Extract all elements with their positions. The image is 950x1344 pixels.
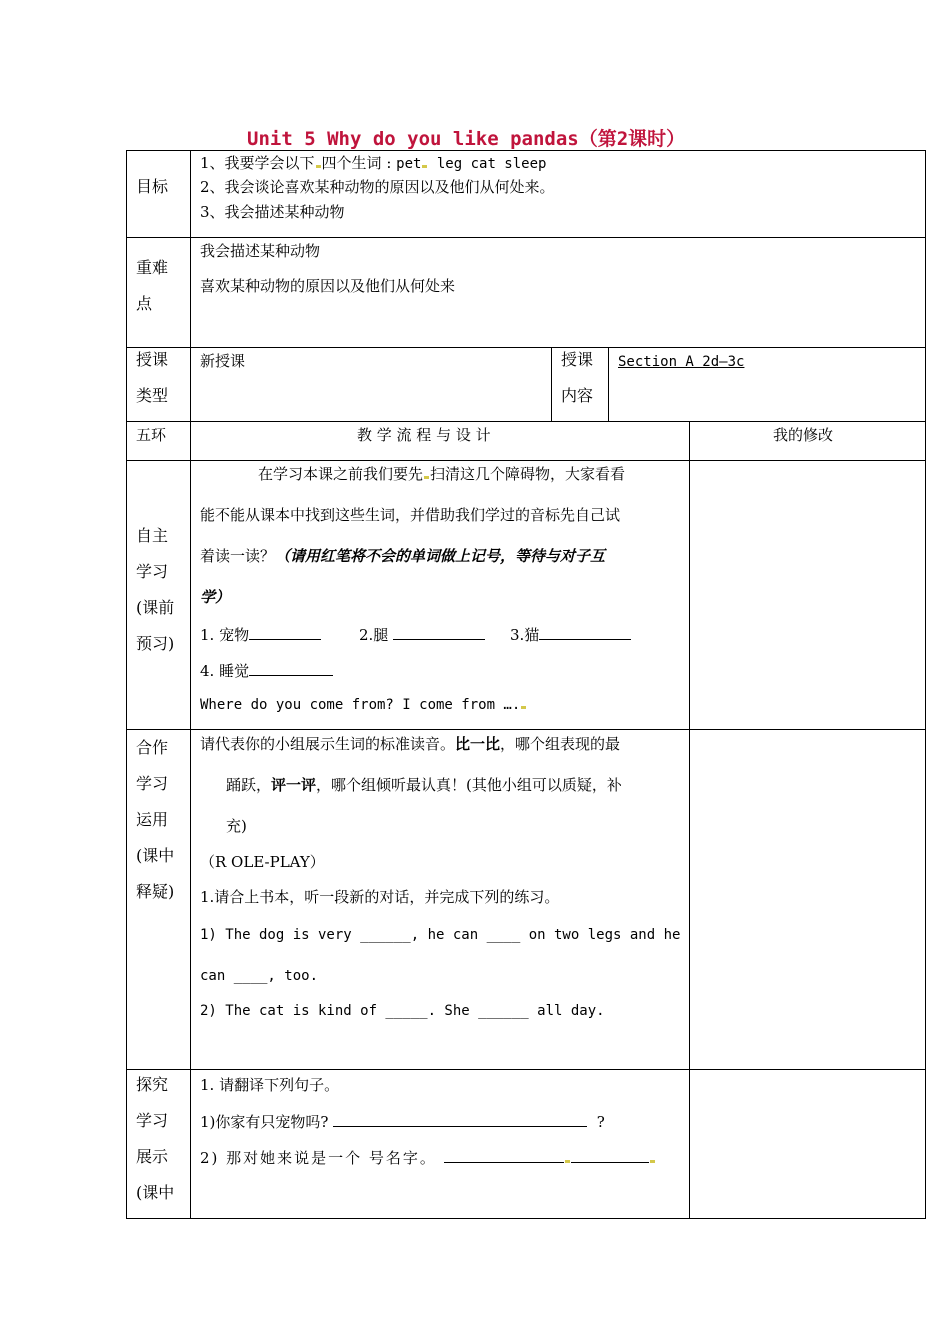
coop-question-1a: 1) The dog is very ______, he can ____ on two legs and he	[200, 927, 681, 943]
self-study-intro-4: 学）	[200, 588, 231, 606]
header-col-3: 我的修改	[773, 426, 834, 444]
goal-line-2: 2、我会谈论喜欢某种动物的原因以及他们从何处来。	[200, 178, 555, 196]
header-col-1: 五环	[136, 426, 167, 444]
content-label-1: 授课	[561, 350, 594, 369]
vocab-item-2: 2.腿	[359, 625, 485, 644]
explore-label-3: 展示	[136, 1147, 169, 1166]
header-col-2: 教 学 流 程 与 设 计	[357, 426, 491, 444]
coop-para-2: 踊跃，评一评，哪个组倾听最认真！(其他小组可以质疑，补	[226, 776, 622, 794]
vocab-item-3: 3.猫	[510, 625, 631, 644]
keypoint-line-2: 喜欢某种动物的原因以及他们从何处来	[200, 277, 456, 295]
content-label-2: 内容	[561, 386, 594, 405]
self-study-intro-2: 能不能从课本中找到这些生词，并借助我们学过的音标先自己试	[200, 506, 621, 524]
coop-label-3: 运用	[136, 810, 169, 829]
page-title: Unit 5 Why do you like pandas（第2课时）	[247, 128, 686, 150]
goals-label: 目标	[136, 177, 169, 196]
coop-label-5: 释疑)	[136, 882, 175, 901]
explore-label-4: (课中	[136, 1183, 175, 1202]
keypoints-label-2: 点	[136, 294, 153, 313]
type-label-1: 授课	[136, 350, 169, 369]
coop-para-1: 请代表你的小组展示生词的标准读音。比一比，哪个组表现的最	[200, 735, 621, 753]
type-value: 新授课	[200, 352, 246, 370]
vocab-item-1: 1. 宠物	[200, 625, 321, 644]
coop-question-2: 2) The cat is kind of _____. She ______ all day.	[200, 1003, 605, 1019]
keypoints-label-1: 重难	[136, 258, 169, 277]
explore-sentence-2: 2) 那对她来说是一个 号名字。	[200, 1148, 656, 1167]
role-play-heading: （R OLE-PLAY）	[200, 853, 325, 871]
content-value: Section A 2d—3c	[618, 354, 745, 370]
coop-para-3: 充)	[226, 817, 247, 835]
lesson-table	[126, 150, 926, 1219]
goal-line-1: 1、我要学会以下 四个生词 : pet leg cat sleep	[200, 154, 547, 172]
coop-label-1: 合作	[136, 738, 169, 757]
self-study-intro-1: 在学习本课之前我们要先 扫清这几个障碍物，大家看看	[258, 465, 626, 483]
coop-task: 1.请合上书本，听一段新的对话，并完成下列的练习。	[200, 888, 560, 906]
type-label-2: 类型	[136, 386, 169, 405]
self-study-label-1: 自主	[136, 526, 169, 545]
self-study-sentence: Where do you come from? I come from ….	[200, 696, 527, 714]
explore-sentence-1: 1)你家有只宠物吗? ?	[200, 1113, 605, 1131]
vocab-item-4: 4. 睡觉	[200, 661, 333, 680]
explore-label-1: 探究	[136, 1075, 169, 1094]
goal-line-3: 3、我会描述某种动物	[200, 203, 345, 221]
self-study-label-4: 预习)	[136, 634, 175, 653]
coop-label-2: 学习	[136, 774, 169, 793]
coop-label-4: (课中	[136, 846, 175, 865]
self-study-label-3: (课前	[136, 598, 175, 617]
explore-task: 1. 请翻译下列句子。	[200, 1076, 340, 1094]
self-study-intro-3: 着读一读？（请用红笔将不会的单词做上记号，等待与对子互	[200, 547, 606, 565]
keypoint-line-1: 我会描述某种动物	[200, 242, 321, 260]
explore-label-2: 学习	[136, 1111, 169, 1130]
coop-question-1b: can ____, too.	[200, 968, 319, 984]
self-study-label-2: 学习	[136, 562, 169, 581]
